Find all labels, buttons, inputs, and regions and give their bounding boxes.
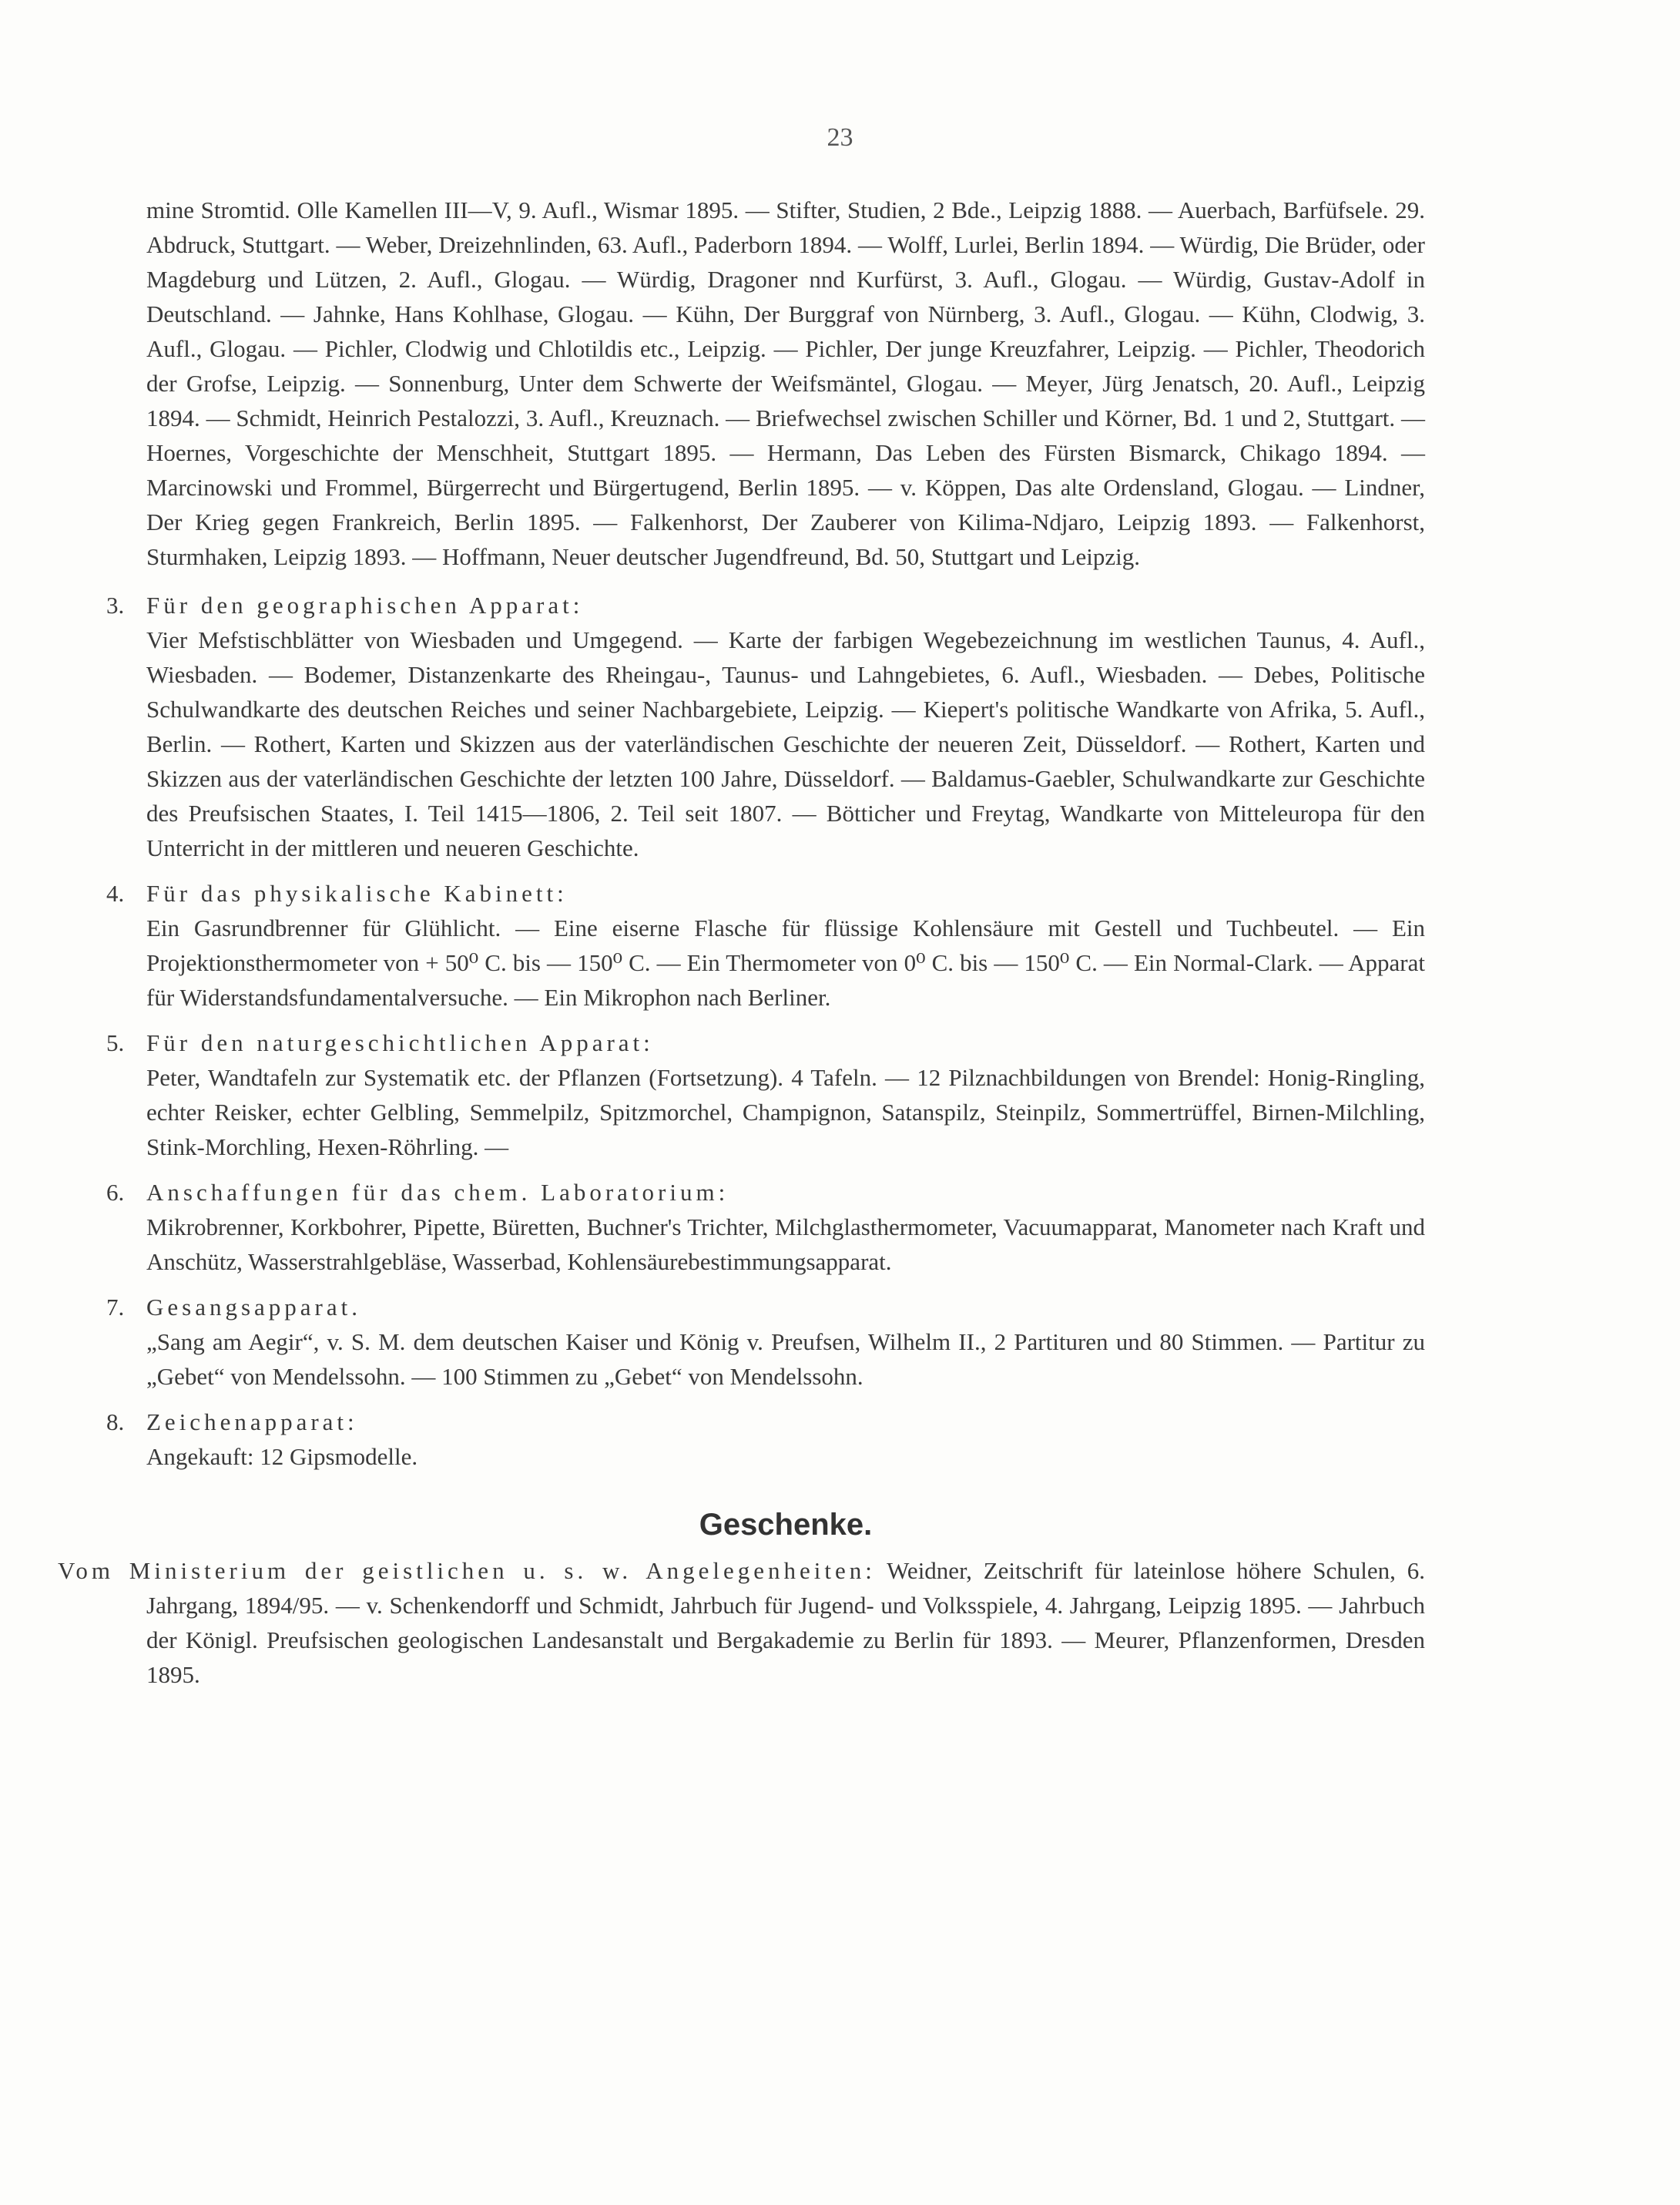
item-number: 7. [106,1294,125,1321]
item-text: Ein Gasrundbrenner für Glühlicht. — Eine eiserne Flasche für flüssige Kohlensäure mit Gestell und Tuchbeutel. — Ein Projektionsthermometer von + 50⁰ C. bis — 150⁰ C. — Ein Thermometer von 0⁰ C. bis — 150⁰ C. — Ein Normal-Clark. — Apparat für Widerstandsfundamentalversuche. — Ein Mikrophon nach Berliner. [146,915,1425,1011]
item-text: Mikrobrenner, Korkbohrer, Pipette, Büretten, Buchner's Trichter, Milchglasthermometer, Vacuumapparat, Manometer nach Kraft und Anschütz, Wasserstrahlgebläse, Wasserbad, Kohlensäurebestimmungsapparat. [146,1213,1425,1275]
item-text: Vier Mefstischblätter von Wiesbaden und Umgegend. — Karte der farbigen Wegebezeichnung im westlichen Taunus, 4. Aufl., Wiesbaden. — Bodemer, Distanzenkarte des Rheingau-, Taunus- und Lahngebietes, 6. Aufl., Wiesbaden. — Debes, Politische Schulwandkarte des deutschen Reiches und seiner Nachbargebiete, Leipzig. — Kiepert's politische Wandkarte von Afrika, 5. Aufl., Berlin. — Rothert, Karten und Skizzen aus der vaterländischen Geschichte der neueren Zeit, Düsseldorf. — Rothert, Karten und Skizzen aus der vaterländischen Geschichte der letzten 100 Jahre, Düsseldorf. — Baldamus-Gaebler, Schulwandkarte zur Geschichte des Preufsischen Staates, I. Teil 1415—1806, 2. Teil seit 1807. — Bötticher und Freytag, Wandkarte von Mitteleuropa für den Unterricht in der mittleren und neueren Geschichte. [146,626,1425,861]
item-title: Für den naturgeschichtlichen Apparat: [146,1029,654,1056]
gifts-text: Weidner, Zeitschrift für lateinlose höhere Schulen, 6. Jahrgang, 1894/95. — v. Schenkendorff und Schmidt, Jahrbuch für Jugend- und Volksspiele, 4. Jahrgang, Leipzig 1895. — Jahrbuch der Königl. Preufsischen geologischen Landesanstalt und Bergakademie zu Berlin für 1893. — Meurer, Pflanzenformen, Dresden 1895. [146,1557,1425,1688]
item-title: Anschaffungen für das chem. Laboratorium: [146,1179,729,1206]
section-heading-gifts: Geschenke. [699,1508,873,1542]
item-title: Gesangsapparat. [146,1294,361,1321]
list-item [106,1175,1425,1279]
list-item [106,1025,1425,1164]
item-number: 6. [106,1179,125,1206]
list-item [106,588,1425,865]
gifts-lead: Vom Ministerium der geistlichen u. s. w. Angelegenheiten: [58,1557,876,1584]
intro-paragraph: mine Stromtid. Olle Kamellen III—V, 9. Aufl., Wismar 1895. — Stifter, Studien, 2 Bde., Leipzig 1888. — Auerbach, Barfüfsele. 29. Abdruck, Stuttgart. — Weber, Dreizehnlinden, 63. Aufl., Paderborn 1894. — Wolff, Lurlei, Berlin 1894. — Würdig, Die Brüder, oder Magdeburg und Lützen, 2. Aufl., Glogau. — Würdig, Dragoner nnd Kurfürst, 3. Aufl., Glogau. — Würdig, Gustav-Adolf in Deutschland. — Jahnke, Hans Kohlhase, Glogau. — Kühn, Der Burggraf von Nürnberg, 3. Aufl., Glogau. — Kühn, Clodwig, 3. Aufl., Glogau. — Pichler, Clodwig und Chlotildis etc., Leipzig. — Pichler, Der junge Kreuzfahrer, Leipzig. — Pichler, Theodorich der Grofse, Leipzig. — Sonnenburg, Unter dem Schwerte der Weifsmäntel, Glogau. — Meyer, Jürg Jenatsch, 20. Aufl., Leipzig 1894. — Schmidt, Heinrich Pestalozzi, 3. Aufl., Kreuznach. — Briefwechsel zwischen Schiller und Körner, Bd. 1 und 2, Stuttgart. — Hoernes, Vorgeschichte der Menschheit, Stuttgart 1895. — Hermann, Das Leben des Fürsten Bismarck, Chikago 1894. — Marcinowski und Frommel, Bürgerrecht und Bürgertugend, Berlin 1895. — v. Köppen, Das alte Ordensland, Glogau. — Lindner, Der Krieg gegen Frankreich, Berlin 1895. — Falkenhorst, Der Zauberer von Kilima-Ndjaro, Leipzig 1893. — Falkenhorst, Sturmhaken, Leipzig 1893. — Hoffmann, Neuer deutscher Jugendfreund, Bd. 50, Stuttgart und Leipzig. [146,196,1425,570]
page-number: 23 [827,123,853,152]
list-item [106,1405,1425,1474]
item-title: Für den geographischen Apparat: [146,592,584,619]
item-number: 8. [106,1408,125,1435]
item-number: 4. [106,880,125,907]
gifts-paragraph [58,1553,1425,1692]
list-item [106,1290,1425,1394]
acquisition-list [106,588,1425,1474]
item-number: 5. [106,1029,125,1056]
item-text: Peter, Wandtafeln zur Systematik etc. der Pflanzen (Fortsetzung). 4 Tafeln. — 12 Pilznachbildungen von Brendel: Honig-Ringling, echter Reisker, echter Gelbling, Semmelpilz, Spitzmorchel, Champignon, Satanspilz, Steinpilz, Sommertrüffel, Birnen-Milchling, Stink-Morchling, Hexen-Röhrling. — [146,1064,1425,1160]
item-text: Angekauft: 12 Gipsmodelle. [146,1443,418,1470]
item-title: Für das physikalische Kabinett: [146,880,568,907]
item-title: Zeichenapparat: [146,1408,358,1435]
item-number: 3. [106,592,125,619]
item-text: „Sang am Aegir“, v. S. M. dem deutschen Kaiser und König v. Preufsen, Wilhelm II., 2 Partituren und 80 Stimmen. — Partitur zu „Gebet“ von Mendelssohn. — 100 Stimmen zu „Gebet“ von Mendelssohn. [146,1328,1425,1390]
body-text [58,193,1425,1692]
list-item [106,876,1425,1015]
